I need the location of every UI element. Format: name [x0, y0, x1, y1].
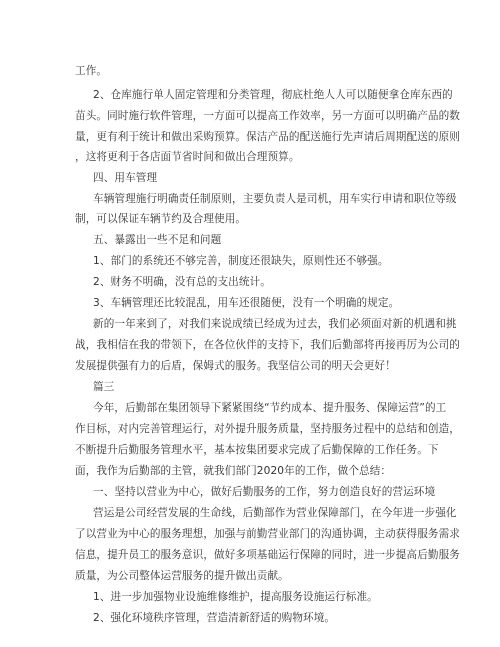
- text-line: 3、车辆管理还比较混乱，用车还很随便，没有一个明确的规定。: [93, 297, 400, 309]
- text-line: 1、部门的系统还不够完善，制度还很缺失，原则性还不够强。: [93, 255, 389, 267]
- text-line: 作目标，对内完善管理运行，对外提升服务质量，坚持服务过程中的总结和创造，: [75, 423, 460, 435]
- text-line: 2、仓库施行单人固定管理和分类管理，彻底杜绝人人可以随便拿仓库东西的: [93, 89, 453, 101]
- text-line: 苗头。同时施行软件管理，一方面可以提高工作效率，另一方面可以明确产品的数: [75, 110, 460, 122]
- text-line: 面，我作为后勤部的主管，就我们部门2020年的工作，做个总结：: [75, 465, 392, 477]
- text-line: 新的一年来到了，对我们来说成绩已经成为过去，我们必须面对新的机遇和挑: [93, 318, 457, 330]
- text-line: 质量，为公司整体运营服务的提升做出贡献。: [75, 570, 289, 582]
- text-line: 信息，提升员工的服务意识，做好多项基础运行保障的同时，进一步提高后勤服务: [75, 549, 460, 561]
- text-line: 车辆管理施行明确责任制原则，主要负责人是司机，用车实行申请和职位等级: [93, 193, 457, 205]
- text-line: 工作。: [75, 65, 108, 77]
- text-line: 制，可以保证车辆节约及合理使用。: [75, 213, 247, 225]
- text-line: 战，我相信在我的带领下，在各位伙伴的支持下，我们后勤部将再接再厉为公司的: [75, 339, 460, 351]
- section-heading: 四、用车管理: [93, 172, 158, 184]
- section-heading: 篇三: [93, 381, 115, 393]
- text-line: 1、进一步加强物业设施维修维护，提高服务设施运行标准。: [93, 591, 378, 603]
- text-line: ，这将更利于各店面节省时间和做出合理预算。: [75, 151, 300, 163]
- section-heading: 五、暴露出一些不足和问题: [93, 234, 222, 246]
- text-line: 营运是公司经营发展的生命线，后勤部作为营业保障部门，在今年进一步强化: [93, 507, 457, 519]
- text-line: 不断提升后勤服务管理水平，基本按集团要求完成了后勤保障的工作任务。下: [75, 444, 439, 456]
- text-line: 今年，后勤部在集团领导下紧紧围绕“节约成本、提升服务、保障运营”的工: [93, 402, 447, 414]
- text-line: 了以营业为中心的服务理想，加强与前勤营业部门的沟通协调，主动获得服务需求: [75, 528, 460, 540]
- text-line: 2、强化环境秩序管理，营造清新舒适的购物环境。: [93, 612, 336, 624]
- text-line: 量，更有利于统计和做出采购预算。保洁产品的配送施行先声请后周期配送的原则: [75, 131, 460, 143]
- text-line: 2、财务不明确，没有总的支出统计。: [93, 276, 271, 288]
- section-heading: 一、坚持以营业为中心，做好后勤服务的工作，努力创造良好的营运环境: [93, 486, 436, 498]
- text-line: 发展提供强有力的后盾，保姆式的服务。我坚信公司的明天会更好！: [75, 360, 396, 372]
